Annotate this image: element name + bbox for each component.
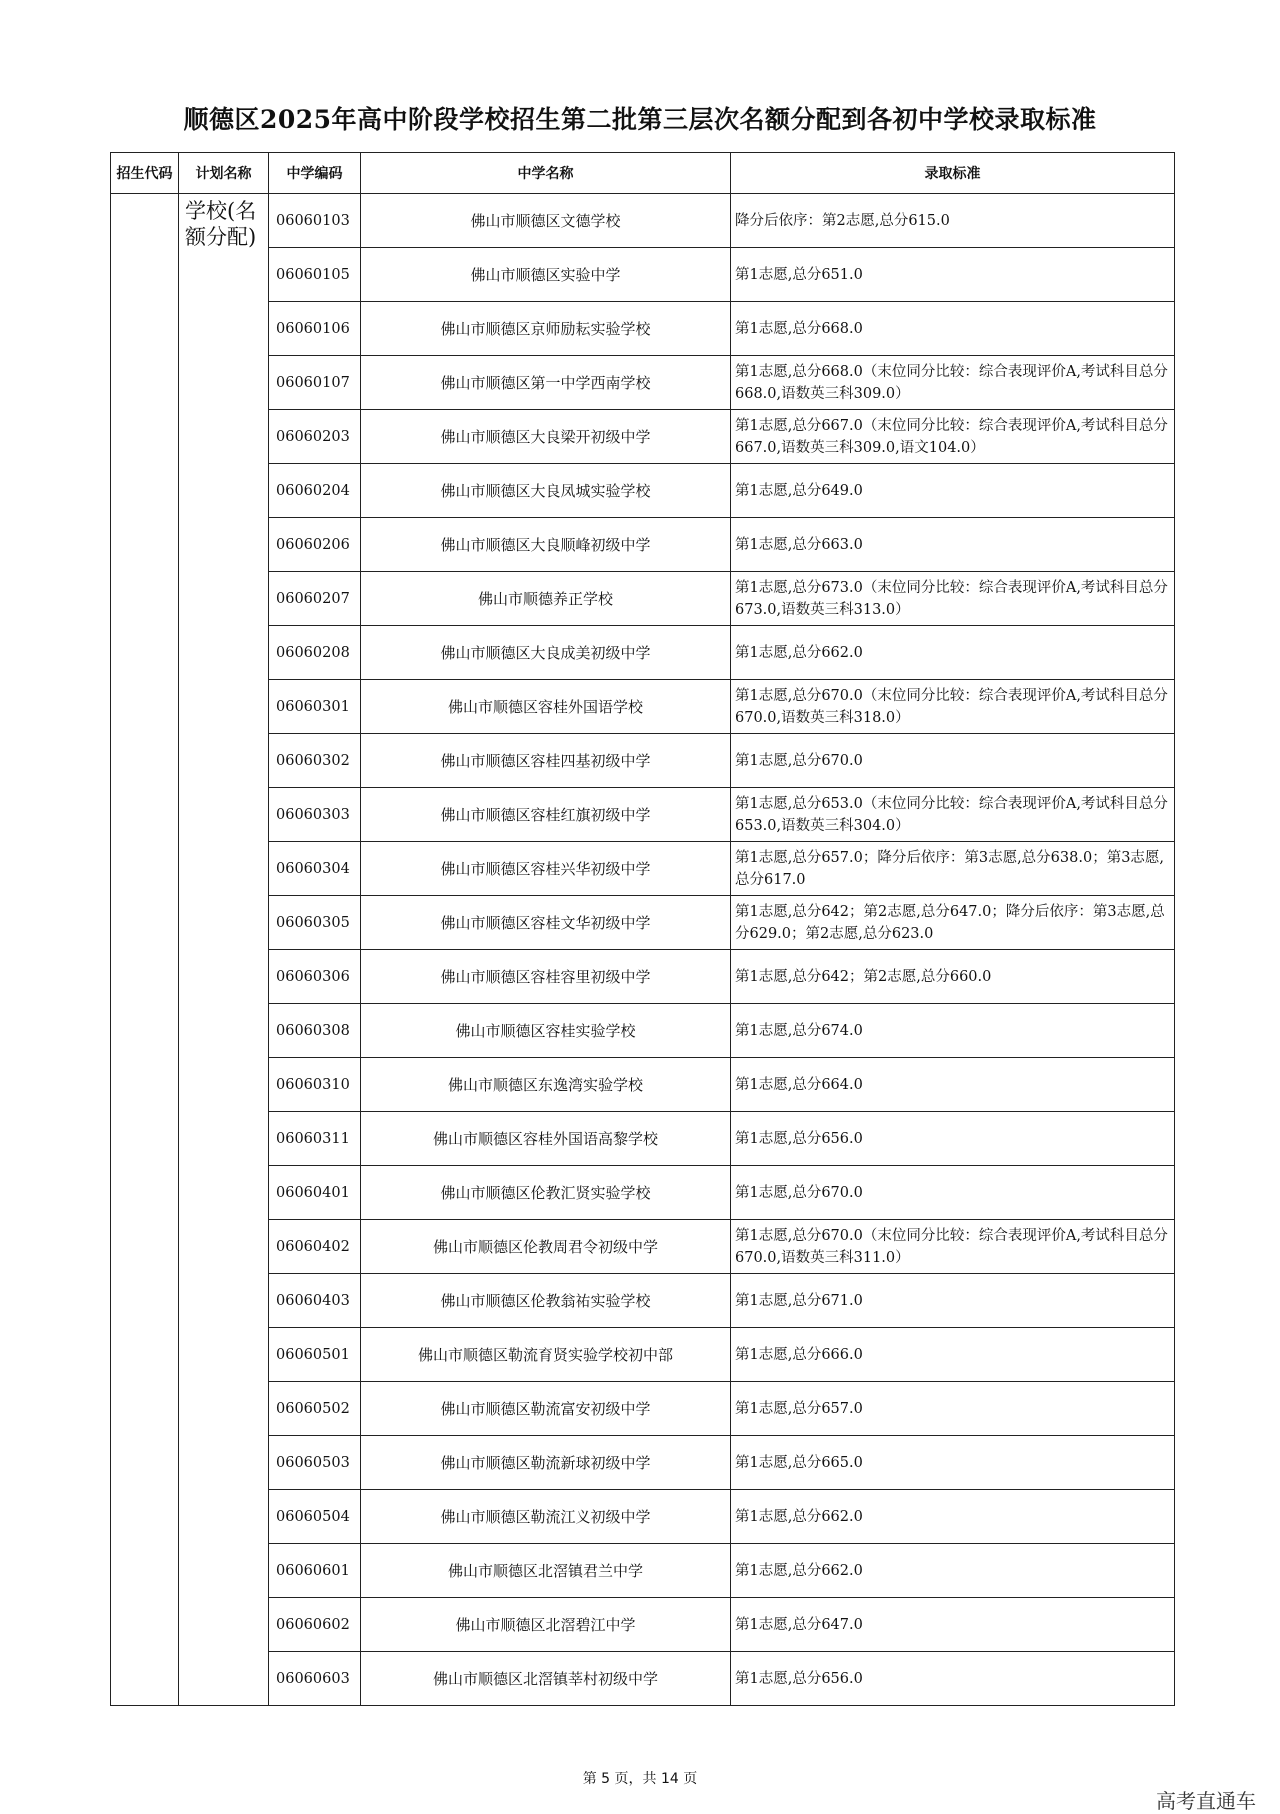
school-code-cell: 06060602 <box>269 1598 361 1652</box>
school-name-cell: 佛山市顺德区勒流新球初级中学 <box>361 1436 731 1490</box>
table-row <box>111 1058 1175 1112</box>
table-row <box>111 248 1175 302</box>
table-row <box>111 680 1175 734</box>
school-name-cell: 佛山市顺德区伦教汇贤实验学校 <box>361 1166 731 1220</box>
school-name-cell: 佛山市顺德区实验中学 <box>361 248 731 302</box>
header-enroll-code: 招生代码 <box>111 153 179 194</box>
admission-standard-cell: 第1志愿,总分667.0（末位同分比较：综合表现评价A,考试科目总分667.0,语数英三科309.0,语文104.0） <box>731 410 1175 464</box>
table-row <box>111 410 1175 464</box>
school-code-cell: 06060208 <box>269 626 361 680</box>
table-row <box>111 896 1175 950</box>
school-code-cell: 06060403 <box>269 1274 361 1328</box>
admission-standard-cell: 第1志愿,总分666.0 <box>731 1328 1175 1382</box>
admission-standard-cell: 第1志愿,总分653.0（末位同分比较：综合表现评价A,考试科目总分653.0,语数英三科304.0） <box>731 788 1175 842</box>
school-code-cell: 06060601 <box>269 1544 361 1598</box>
table-row <box>111 1004 1175 1058</box>
enroll-code-cell <box>111 194 179 1706</box>
admission-standard-cell: 降分后依序：第2志愿,总分615.0 <box>731 194 1175 248</box>
school-code-cell: 06060107 <box>269 356 361 410</box>
admission-table <box>110 152 1175 1706</box>
school-code-cell: 06060106 <box>269 302 361 356</box>
admission-standard-cell: 第1志愿,总分657.0；降分后依序：第3志愿,总分638.0；第3志愿,总分617.0 <box>731 842 1175 896</box>
school-code-cell: 06060311 <box>269 1112 361 1166</box>
school-code-cell: 06060503 <box>269 1436 361 1490</box>
school-name-cell: 佛山市顺德区伦教翁祐实验学校 <box>361 1274 731 1328</box>
table-row <box>111 464 1175 518</box>
table-row <box>111 1436 1175 1490</box>
school-code-cell: 06060305 <box>269 896 361 950</box>
table-row <box>111 1220 1175 1274</box>
admission-standard-cell: 第1志愿,总分649.0 <box>731 464 1175 518</box>
school-name-cell: 佛山市顺德区容桂容里初级中学 <box>361 950 731 1004</box>
school-name-cell: 佛山市顺德区勒流富安初级中学 <box>361 1382 731 1436</box>
school-name-cell: 佛山市顺德养正学校 <box>361 572 731 626</box>
admission-standard-cell: 第1志愿,总分670.0 <box>731 1166 1175 1220</box>
admission-standard-cell: 第1志愿,总分670.0（末位同分比较：综合表现评价A,考试科目总分670.0,语数英三科318.0） <box>731 680 1175 734</box>
admission-table-wrapper <box>110 152 1174 1706</box>
admission-standard-cell: 第1志愿,总分657.0 <box>731 1382 1175 1436</box>
school-name-cell: 佛山市顺德区东逸湾实验学校 <box>361 1058 731 1112</box>
table-row <box>111 356 1175 410</box>
table-row <box>111 1274 1175 1328</box>
table-row <box>111 842 1175 896</box>
admission-standard-cell: 第1志愿,总分668.0 <box>731 302 1175 356</box>
school-name-cell: 佛山市顺德区北滘碧江中学 <box>361 1598 731 1652</box>
school-code-cell: 06060204 <box>269 464 361 518</box>
table-row <box>111 1490 1175 1544</box>
school-code-cell: 06060402 <box>269 1220 361 1274</box>
table-row <box>111 1598 1175 1652</box>
admission-standard-cell: 第1志愿,总分671.0 <box>731 1274 1175 1328</box>
school-name-cell: 佛山市顺德区大良成美初级中学 <box>361 626 731 680</box>
table-row <box>111 1166 1175 1220</box>
school-code-cell: 06060206 <box>269 518 361 572</box>
table-row <box>111 194 1175 248</box>
admission-standard-cell: 第1志愿,总分670.0（末位同分比较：综合表现评价A,考试科目总分670.0,语数英三科311.0） <box>731 1220 1175 1274</box>
admission-standard-cell: 第1志愿,总分670.0 <box>731 734 1175 788</box>
admission-standard-cell: 第1志愿,总分651.0 <box>731 248 1175 302</box>
admission-standard-cell: 第1志愿,总分663.0 <box>731 518 1175 572</box>
school-name-cell: 佛山市顺德区北滘镇君兰中学 <box>361 1544 731 1598</box>
school-name-cell: 佛山市顺德区容桂外国语学校 <box>361 680 731 734</box>
table-row <box>111 950 1175 1004</box>
watermark-text: 高考直通车 <box>1156 1789 1256 1813</box>
admission-standard-cell: 第1志愿,总分642；第2志愿,总分647.0；降分后依序：第3志愿,总分629.0；第2志愿,总分623.0 <box>731 896 1175 950</box>
table-row <box>111 1328 1175 1382</box>
admission-standard-cell: 第1志愿,总分656.0 <box>731 1652 1175 1706</box>
page-title: 顺德区2025年高中阶段学校招生第二批第三层次名额分配到各初中学校录取标准 <box>183 105 1097 134</box>
admission-standard-cell: 第1志愿,总分662.0 <box>731 1490 1175 1544</box>
admission-standard-cell: 第1志愿,总分674.0 <box>731 1004 1175 1058</box>
admission-standard-cell: 第1志愿,总分673.0（末位同分比较：综合表现评价A,考试科目总分673.0,语数英三科313.0） <box>731 572 1175 626</box>
school-name-cell: 佛山市顺德区伦教周君令初级中学 <box>361 1220 731 1274</box>
school-code-cell: 06060302 <box>269 734 361 788</box>
header-school-code: 中学编码 <box>269 153 361 194</box>
table-row <box>111 518 1175 572</box>
table-body <box>111 194 1175 1706</box>
school-name-cell: 佛山市顺德区勒流育贤实验学校初中部 <box>361 1328 731 1382</box>
table-header-row <box>111 153 1175 194</box>
header-plan-name: 计划名称 <box>179 153 269 194</box>
plan-name-cell: 学校(名额分配) <box>179 194 269 1706</box>
school-name-cell: 佛山市顺德区大良梁开初级中学 <box>361 410 731 464</box>
school-code-cell: 06060401 <box>269 1166 361 1220</box>
admission-standard-cell: 第1志愿,总分668.0（末位同分比较：综合表现评价A,考试科目总分668.0,语数英三科309.0） <box>731 356 1175 410</box>
school-code-cell: 06060301 <box>269 680 361 734</box>
school-code-cell: 06060308 <box>269 1004 361 1058</box>
school-code-cell: 06060504 <box>269 1490 361 1544</box>
school-code-cell: 06060207 <box>269 572 361 626</box>
school-code-cell: 06060103 <box>269 194 361 248</box>
admission-standard-cell: 第1志愿,总分647.0 <box>731 1598 1175 1652</box>
school-code-cell: 06060310 <box>269 1058 361 1112</box>
table-row <box>111 572 1175 626</box>
school-name-cell: 佛山市顺德区北滘镇莘村初级中学 <box>361 1652 731 1706</box>
school-name-cell: 佛山市顺德区容桂四基初级中学 <box>361 734 731 788</box>
school-name-cell: 佛山市顺德区文德学校 <box>361 194 731 248</box>
school-name-cell: 佛山市顺德区第一中学西南学校 <box>361 356 731 410</box>
table-row <box>111 788 1175 842</box>
school-code-cell: 06060203 <box>269 410 361 464</box>
school-name-cell: 佛山市顺德区容桂实验学校 <box>361 1004 731 1058</box>
school-name-cell: 佛山市顺德区容桂文华初级中学 <box>361 896 731 950</box>
school-code-cell: 06060306 <box>269 950 361 1004</box>
admission-standard-cell: 第1志愿,总分664.0 <box>731 1058 1175 1112</box>
school-name-cell: 佛山市顺德区大良凤城实验学校 <box>361 464 731 518</box>
admission-standard-cell: 第1志愿,总分665.0 <box>731 1436 1175 1490</box>
page-footer: 第 5 页，共 14 页 <box>582 1771 698 1787</box>
admission-standard-cell: 第1志愿,总分662.0 <box>731 1544 1175 1598</box>
table-row <box>111 1652 1175 1706</box>
school-code-cell: 06060105 <box>269 248 361 302</box>
school-code-cell: 06060303 <box>269 788 361 842</box>
school-code-cell: 06060603 <box>269 1652 361 1706</box>
admission-standard-cell: 第1志愿,总分656.0 <box>731 1112 1175 1166</box>
school-code-cell: 06060304 <box>269 842 361 896</box>
admission-standard-cell: 第1志愿,总分642；第2志愿,总分660.0 <box>731 950 1175 1004</box>
school-name-cell: 佛山市顺德区京师励耘实验学校 <box>361 302 731 356</box>
school-name-cell: 佛山市顺德区容桂外国语高黎学校 <box>361 1112 731 1166</box>
table-row <box>111 734 1175 788</box>
header-school-name: 中学名称 <box>361 153 731 194</box>
table-row <box>111 302 1175 356</box>
school-name-cell: 佛山市顺德区大良顺峰初级中学 <box>361 518 731 572</box>
school-name-cell: 佛山市顺德区容桂红旗初级中学 <box>361 788 731 842</box>
school-code-cell: 06060501 <box>269 1328 361 1382</box>
school-name-cell: 佛山市顺德区勒流江义初级中学 <box>361 1490 731 1544</box>
school-name-cell: 佛山市顺德区容桂兴华初级中学 <box>361 842 731 896</box>
table-row <box>111 626 1175 680</box>
header-admission-standard: 录取标准 <box>731 153 1175 194</box>
admission-standard-cell: 第1志愿,总分662.0 <box>731 626 1175 680</box>
school-code-cell: 06060502 <box>269 1382 361 1436</box>
table-row <box>111 1544 1175 1598</box>
table-row <box>111 1382 1175 1436</box>
table-row <box>111 1112 1175 1166</box>
